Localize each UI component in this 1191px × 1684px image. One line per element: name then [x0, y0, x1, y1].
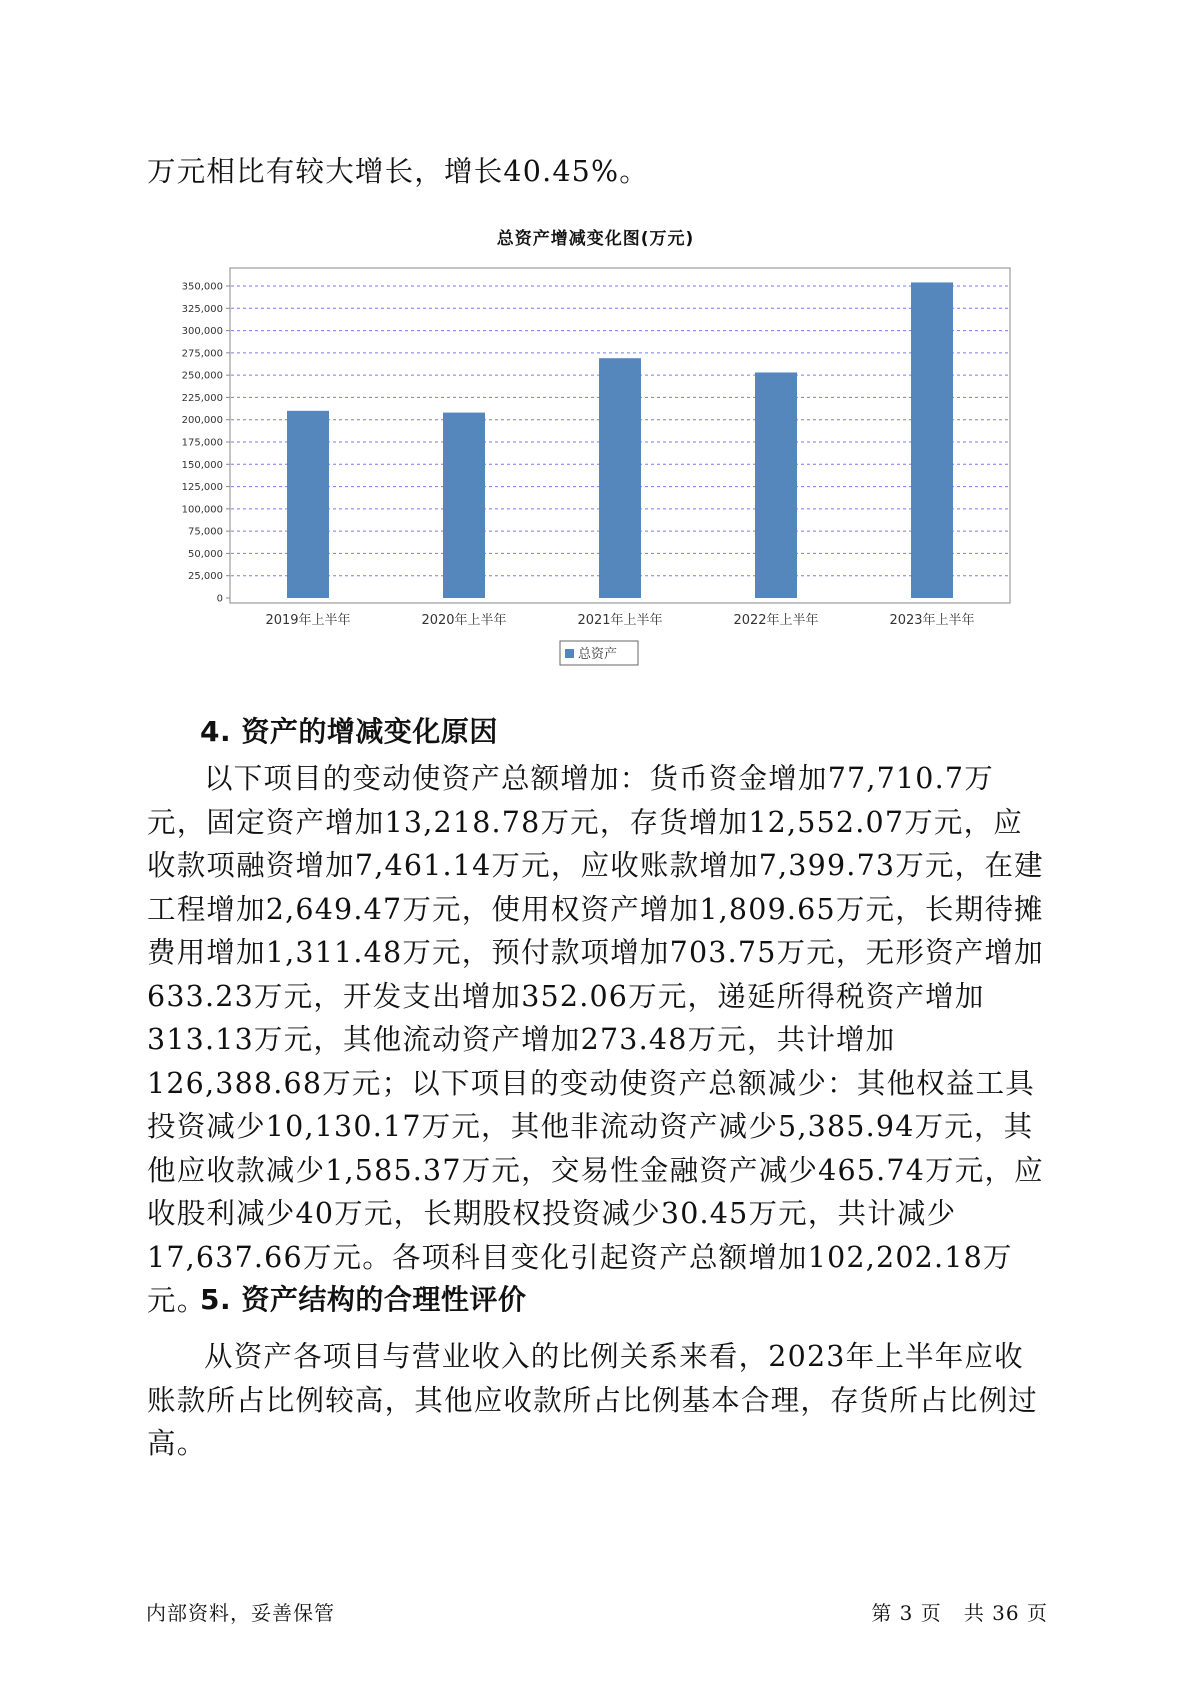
- bar: [755, 372, 797, 598]
- y-tick-label: 25,000: [188, 571, 223, 583]
- footer-confidential-note: 内部资料，妥善保管: [146, 1601, 335, 1625]
- y-tick-label: 0: [216, 593, 223, 605]
- intro-paragraph-continuation: 万元相比有较大增长，增长40.45%。: [147, 155, 649, 188]
- legend-swatch: [565, 649, 574, 658]
- footer-page-number: 第 3 页 共 36 页: [871, 1601, 1048, 1625]
- x-tick-label: 2019年上半年: [265, 613, 351, 628]
- bar: [911, 282, 953, 598]
- y-tick-label: 100,000: [181, 504, 223, 516]
- total-assets-bar-chart: [0, 0, 1191, 700]
- section-5-paragraph: 从资产各项目与营业收入的比例关系来看，2023年上半年应收账款所占比例较高，其他应收款所占比例基本合理，存货所占比例过高。: [147, 1340, 1039, 1460]
- y-tick-label: 175,000: [181, 437, 223, 449]
- bar: [443, 413, 485, 598]
- bar: [287, 411, 329, 598]
- x-axis-ticks: [265, 612, 974, 628]
- x-tick-label: 2021年上半年: [577, 613, 663, 628]
- legend-label: 总资产: [578, 647, 618, 662]
- y-tick-label: 200,000: [181, 415, 223, 427]
- y-tick-label: 75,000: [188, 526, 223, 538]
- x-tick-label: 2022年上半年: [733, 613, 819, 628]
- section-4-heading: 4. 资产的增减变化原因: [200, 715, 498, 748]
- x-tick-label: 2023年上半年: [889, 613, 975, 628]
- y-tick-label: 300,000: [181, 326, 223, 338]
- y-tick-label: 350,000: [181, 281, 223, 293]
- y-tick-label: 150,000: [181, 459, 223, 471]
- y-tick-label: 125,000: [181, 482, 223, 494]
- y-tick-label: 250,000: [181, 370, 223, 382]
- y-tick-label: 325,000: [181, 303, 223, 315]
- bar: [599, 358, 641, 598]
- chart-title: 总资产增减变化图(万元): [496, 229, 695, 249]
- legend: [560, 641, 638, 665]
- y-tick-label: 225,000: [181, 392, 223, 404]
- y-tick-label: 275,000: [181, 348, 223, 360]
- y-axis-ticks: [182, 282, 230, 605]
- section-5-heading: 5. 资产结构的合理性评价: [200, 1283, 527, 1316]
- section-4-paragraph: 以下项目的变动使资产总额增加：货币资金增加77,710.7万元，固定资产增加13,218.78万元，存货增加12,552.07万元，应收款项融资增加7,461.14万元，应收账款增加7,399.73万元，在建工程增加2,649.47万元，使用权资产增加1,809.65万元，长期待摊费用增加1,311.48万元，预付款项增加703.75万元，无形资产增加633.23万元，开发支出增加352.06万元，递延所得税资产增加313.13万元，其他流动资产增加273.48万元，共计增加126,388.68万元；以下项目的变动使资产总额减少：其他权益工具投资减少10,130.17万元，其他非流动资产减少5,385.94万元，其他应收款减少1,585.37万元，交易性金融资产减少465.74万元，应收股利减少40万元，长期股权投资减少30.45万元，共计减少17,637.66万元。各项科目变化引起资产总额增加102,202.18万元。: [147, 762, 1044, 1317]
- x-tick-label: 2020年上半年: [421, 613, 507, 628]
- y-tick-label: 50,000: [188, 548, 223, 560]
